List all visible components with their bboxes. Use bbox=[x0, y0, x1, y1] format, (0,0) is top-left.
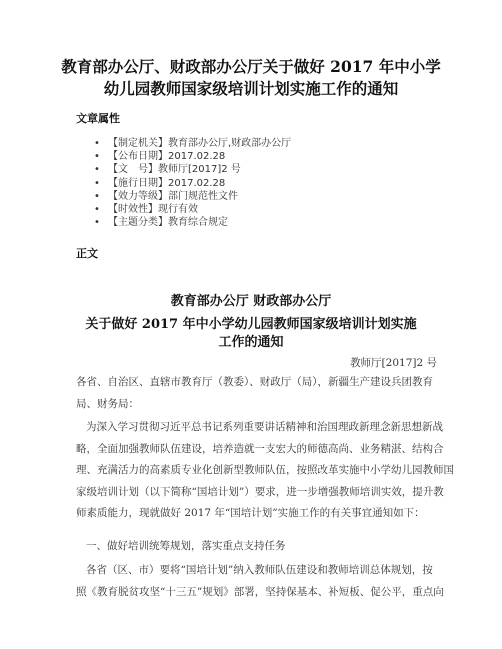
document-title bbox=[40, 56, 462, 100]
attribute-item-validity bbox=[94, 203, 291, 216]
section-1-paragraph bbox=[76, 560, 444, 603]
section-1-line: 照《教育脱贫攻坚“十三五”规划》部署，坚持保基本、补短板、促公平，重点向 bbox=[76, 585, 444, 598]
attribute-item-doc-number bbox=[94, 163, 291, 176]
intro-line: 师素质能力，现就做好 2017 年“国培计划”实施工作的有关事宜通知如下： bbox=[76, 507, 425, 520]
subject-line-2: 工作的通知 bbox=[218, 335, 284, 350]
recipients-paragraph bbox=[76, 372, 431, 415]
document-title-line-1: 教育部办公厅、财政部办公厅关于做好 2017 年中小学 bbox=[61, 57, 441, 76]
document-title-line-2: 幼儿园教师国家级培训计划实施工作的通知 bbox=[103, 79, 399, 98]
body-heading: 正文 bbox=[76, 247, 98, 260]
section-1-heading bbox=[76, 536, 431, 558]
attribute-text: 【时效性】现行有效 bbox=[108, 203, 198, 215]
bullet-icon: • bbox=[94, 190, 100, 202]
bullet-icon: • bbox=[94, 164, 100, 176]
bullet-icon: • bbox=[94, 217, 100, 229]
attribute-item-category bbox=[94, 216, 291, 229]
attribute-text: 【施行日期】2017.02.28 bbox=[108, 177, 226, 189]
attribute-item-publish-date bbox=[94, 150, 291, 163]
intro-line: 家级培训计划（以下简称“国培计划”）要求，进一步增强教师培训实效，提升教 bbox=[76, 485, 444, 498]
bullet-icon: • bbox=[94, 203, 100, 215]
attribute-text: 【制定机关】教育部办公厅,财政部办公厅 bbox=[108, 138, 292, 149]
attribute-item-legal-level bbox=[94, 190, 291, 203]
intro-paragraph bbox=[76, 417, 454, 525]
intro-line: 理、充满活力的高素质专业化创新型教师队伍，按照改革实施中小学幼儿园教师国 bbox=[76, 464, 454, 477]
attribute-text: 【主题分类】教育综合规定 bbox=[108, 217, 228, 229]
recipients-line: 局、财务局： bbox=[76, 397, 139, 410]
intro-line: 略，全面加强教师队伍建设，培养造就一支宏大的师德高尚、业务精湛、结构合 bbox=[76, 442, 444, 455]
subject-line-1: 关于做好 2017 年中小学幼儿园教师国家级培训计划实施 bbox=[85, 317, 417, 332]
bullet-icon: • bbox=[94, 177, 100, 189]
section-1-line: 各省（区、市）要将“国培计划”纳入教师队伍建设和教师培训总体规划，按 bbox=[86, 564, 433, 576]
attribute-text: 【公布日期】2017.02.28 bbox=[108, 151, 226, 163]
document-number: 教师厅[2017]2 号 bbox=[350, 357, 437, 369]
bullet-icon: • bbox=[94, 138, 100, 149]
article-attributes-list bbox=[94, 137, 291, 229]
recipients-line: 各省、自治区、直辖市教育厅（教委）、财政厅（局），新疆生产建设兵团教育 bbox=[76, 376, 433, 388]
attribute-text: 【文 号】教师厅[2017]2 号 bbox=[108, 164, 241, 176]
intro-line: 为深入学习贯彻习近平总书记系列重要讲话精神和治国理政新理念新思想新战 bbox=[86, 421, 443, 433]
issuer-line: 教育部办公厅 财政部办公厅 bbox=[170, 294, 332, 309]
attribute-text: 【效力等级】部门规范性文件 bbox=[108, 190, 238, 202]
bullet-icon: • bbox=[94, 151, 100, 163]
attribute-item-issuer bbox=[94, 137, 291, 150]
section-1-heading-text: 一、做好培训统筹规划，落实重点支持任务 bbox=[86, 540, 286, 552]
attribute-item-effective-date bbox=[94, 177, 291, 190]
article-attributes-heading: 文章属性 bbox=[76, 112, 120, 125]
